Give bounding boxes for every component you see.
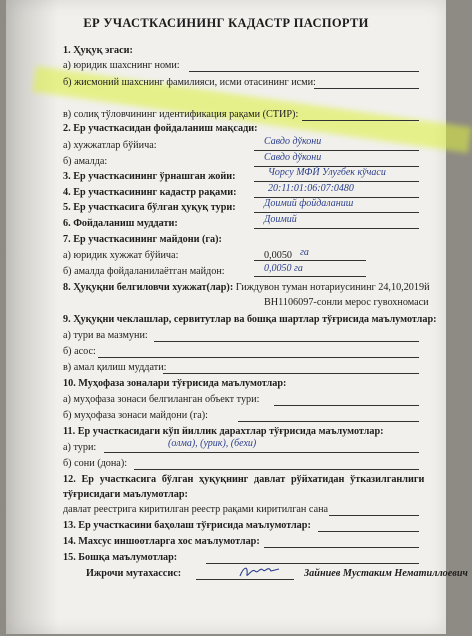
signature-mark [238,562,282,582]
s11-b-label: б) сони (дона): [63,458,128,469]
s1-v-line [302,120,419,121]
section-13-label: 13. Ер участкасини баҳолаш тўғрисида маълумотлар: [63,520,311,531]
s7-a-line [254,260,366,261]
document-title: ЕР УЧАСТКАСИНИНГ КАДАСТР ПАСПОРТИ [83,16,369,30]
document-page [6,0,468,634]
s10-a-line [274,405,419,406]
s1-b-line [314,88,419,89]
section-12-line-3: давлат реестрига киритилган реестр рақами киритилган сана [63,504,329,515]
s10-b-line [238,421,419,422]
s13-line [318,531,419,532]
section-11-label: 11. Ер участкасидаги кўп йиллик дарахтлар тўғрисида маълумотлар: [63,426,384,437]
s9-a-label: а) тури ва мазмуни: [63,330,148,341]
executor-name: Зайниев Мустаким Нематиллоевич [304,568,468,579]
s7-b-line [254,276,366,277]
s12-line [329,515,419,516]
s9-b-line [98,357,419,358]
s5-value: Доимий фойдаланиш [264,198,354,209]
s2-a-value: Савдо дўкони [264,136,322,147]
section-1-label: 1. Ҳуқуқ эгаси: [63,45,133,56]
s7-b-label: б) амалда фойдаланилаётган майдон: [63,266,225,277]
s6-value: Доимий [264,214,297,225]
s11-a-line [104,452,419,453]
section-5-label: 5. Ер участкасига бўлган ҳуқуқ тури: [63,202,236,213]
section-15-label: 15. Бошқа маълумотлар: [63,552,178,563]
s11-a-value: (олма), (урик), (бехи) [168,438,257,449]
s3-value: Чорсу МФЙ Улугбек кўчаси [268,167,386,178]
s10-b-label: б) муҳофаза зонаси майдони (га): [63,410,209,421]
s7-b-value: 0,0050 га [264,263,303,274]
s4-value: 20:11:01:06:07:0480 [268,183,354,194]
page-edge-shadow [6,0,58,634]
section-10-label: 10. Муҳофаза зоналари тўғрисида маълумотлар: [63,378,287,389]
s1-a-line [189,71,419,72]
executor-label: Ижрочи мутахассис: [86,568,182,579]
s2-a-line [254,150,419,151]
s1-v-label: в) солиқ тўловчининг идентификация рақами (СТИР): [63,109,299,120]
section-8-row [63,282,430,293]
s9-a-line [154,341,419,342]
s11-a-label: а) тури: [63,442,97,453]
s2-a-label: а) хужжатлар бўйича: [63,140,157,151]
s7-a-label: а) юридик хужжат бўйича: [63,250,179,261]
s11-b-line [134,469,419,470]
s7-a-unit: га [300,247,309,258]
section-8-label: 8. Ҳуқуқни белгиловчи хужжат(лар): [63,282,234,293]
s6-line [254,228,419,229]
s2-b-value: Савдо дўкони [264,152,322,163]
s2-b-label: б) амалда: [63,156,108,167]
s7-a-value: 0,0050 [264,250,293,261]
s14-line [264,547,419,548]
s9-v-label: в) амал қилиш муддати: [63,362,167,373]
section-7-label: 7. Ер участкасининг майдони (га): [63,234,222,245]
s8-value-1: Гиждувон туман нотариусининг 24,10,2019й [235,282,430,293]
section-4-label: 4. Ер участкасининг кадастр рақами: [63,187,237,198]
section-14-label: 14. Махсус иншоотларга хос маълумотлар: [63,536,260,547]
section-9-label: 9. Ҳуқуқни чеклашлар, сервитутлар ва бошқа шартлар тўғрисида маълумотлар: [63,314,437,325]
s1-a-label: а) юридик шахснинг номи: [63,60,180,71]
section-6-label: 6. Фойдаланиш муддати: [63,218,178,229]
s5-line [254,212,419,213]
s10-a-label: а) муҳофаза зонаси белгиланган объект тури: [63,394,260,405]
s3-line [254,181,419,182]
section-12-line-1: 12. Ер участкасига бўлган ҳуқуқнинг давлат рўйхатидан ўтказилганлиги [63,474,425,485]
s9-v-line [163,373,419,374]
s9-b-label: б) асос: [63,346,96,357]
s1-b-label: б) жисмоний шахснинг фамилияси, исми отасининг исми: [63,77,316,88]
section-2-label: 2. Ер участкасидан фойдаланиш мақсади: [63,123,258,134]
section-12-line-2: тўғрисидаги маълумотлар: [63,489,188,500]
s8-value-2: ВН1106097-сонли мерос гувохномаси [264,297,429,308]
section-3-label: 3. Ер участкасининг ўрнашган жойи: [63,171,236,182]
